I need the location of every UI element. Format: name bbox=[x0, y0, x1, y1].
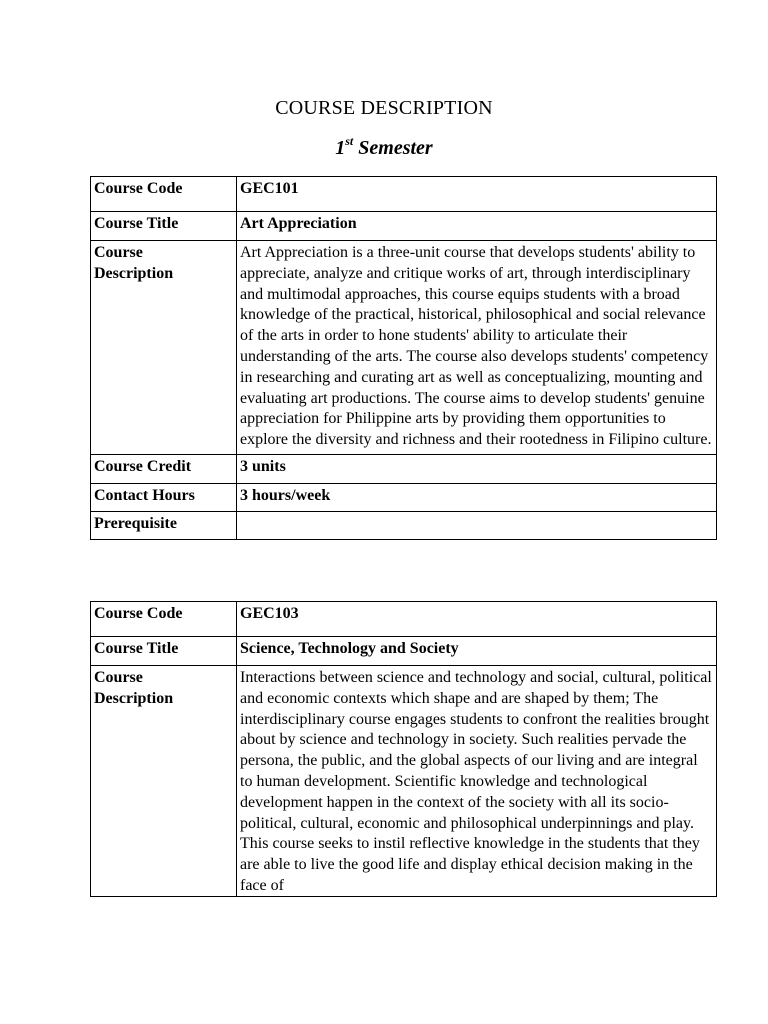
semester-number: 1 bbox=[335, 137, 346, 159]
course-table-gec103 bbox=[90, 601, 717, 897]
course-description-label-line2: Description bbox=[94, 264, 174, 282]
course-credit-row bbox=[91, 454, 717, 483]
course-description-label-line2: Description bbox=[94, 689, 174, 707]
course-code-row bbox=[91, 602, 717, 637]
course-title-label: Course Title bbox=[91, 212, 237, 241]
course-code-value: GEC103 bbox=[237, 602, 717, 637]
contact-hours-row bbox=[91, 483, 717, 511]
course-code-row bbox=[91, 177, 717, 212]
course-description-value: Interactions between science and technology and social, cultural, political and economic contexts which shape and are shaped by them; The interdisciplinary course engages students to confront the realities brought about by science and technology in society. Such realities pervade the persona, the public, and the global aspects of our living and are integral to human development. Scientific knowledge and technological development happen in the context of the society with all its socio-political, cultural, economic and philosophical underpinnings and play. This course seeks to instil reflective knowledge in the students that they are able to live the good life and display ethical decision making in the face of bbox=[240, 669, 712, 893]
course-description-label-line1: Course bbox=[94, 244, 143, 261]
course-table-gec101 bbox=[90, 176, 717, 540]
course-description-label-line1: Course bbox=[94, 669, 143, 686]
semester-word: Semester bbox=[358, 137, 433, 159]
course-title-row bbox=[91, 637, 717, 666]
course-title-row bbox=[91, 212, 717, 241]
course-description-label bbox=[91, 241, 237, 455]
course-credit-label: Course Credit bbox=[91, 454, 237, 483]
course-description-row bbox=[91, 241, 717, 455]
course-description-value: Art Appreciation is a three-unit course that develops students' ability to appreciate, analyze and critique works of art, through interdisciplinary and multimodal approaches, this course equips students with a broad knowledge of the practical, historical, philosophical and social relevance of the arts in order to hone students' ability to articulate their understanding of the arts. The course also develops students' competency in researching and curating art as well as conceptualizing, mounting and evaluating art productions. The course aims to develop students' genuine appreciation for Philippine arts by providing them opportunities to explore the diversity and richness and their rootedness in Filipino culture. bbox=[237, 241, 717, 455]
document-title: COURSE DESCRIPTION bbox=[275, 97, 493, 119]
prerequisite-value bbox=[237, 511, 717, 539]
contact-hours-label: Contact Hours bbox=[91, 483, 237, 511]
course-description-row bbox=[91, 666, 717, 897]
semester-ordinal-suffix: st bbox=[345, 134, 354, 149]
course-credit-value: 3 units bbox=[237, 454, 717, 483]
course-title-value: Science, Technology and Society bbox=[237, 637, 717, 666]
contact-hours-value: 3 hours/week bbox=[237, 483, 717, 511]
course-description-label bbox=[91, 666, 237, 897]
prerequisite-row bbox=[91, 511, 717, 539]
course-title-value: Art Appreciation bbox=[237, 212, 717, 241]
course-code-label: Course Code bbox=[91, 177, 237, 212]
course-code-label: Course Code bbox=[91, 602, 237, 637]
course-code-value: GEC101 bbox=[237, 177, 717, 212]
semester-heading bbox=[0, 135, 768, 161]
course-description-cell bbox=[237, 666, 717, 897]
prerequisite-label: Prerequisite bbox=[91, 511, 237, 539]
course-title-label: Course Title bbox=[91, 637, 237, 666]
